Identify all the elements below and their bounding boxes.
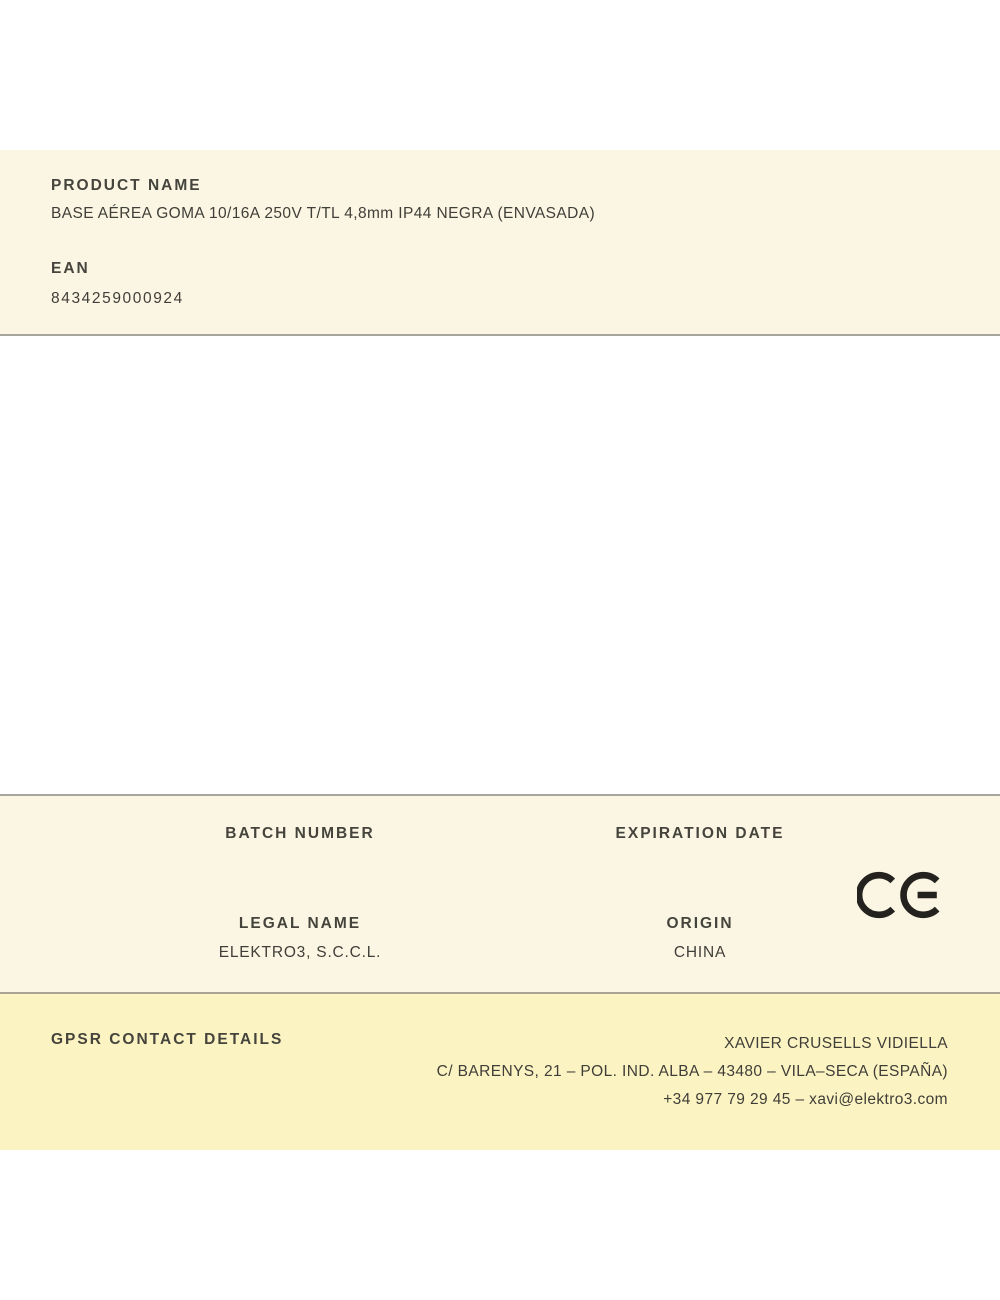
expiration-date-field [500,825,900,843]
origin-label: ORIGIN [666,915,734,932]
legal-name-value: ELEKTRO3, S.C.C.L. [218,944,382,961]
batch-origin-section [0,794,1000,992]
contact-phone-email: +34 977 79 29 45 – xavi@elektro3.com [663,1091,948,1108]
contact-address: C/ BARENYS, 21 – POL. IND. ALBA – 43480 – VILA–SECA (ESPAÑA) [436,1063,948,1080]
batch-number-label: BATCH NUMBER [225,825,375,842]
product-name-value: BASE AÉREA GOMA 10/16A 250V T/TL 4,8mm IP44 NEGRA (ENVASADA) [51,205,596,222]
gpsr-contact-section [0,992,1000,1150]
gpsr-contact-label: GPSR CONTACT DETAILS [51,1031,284,1048]
ean-label: EAN [51,260,90,277]
legal-name-label: LEGAL NAME [238,915,362,932]
product-info-section [0,150,1000,336]
contact-person: XAVIER CRUSELLS VIDIELLA [724,1035,948,1052]
batch-number-field [100,825,500,843]
product-image-area [0,338,1000,794]
gpsr-contact-lines [437,1030,948,1114]
expiration-date-label: EXPIRATION DATE [615,825,785,842]
origin-value: CHINA [673,944,727,961]
product-name-label: PRODUCT NAME [51,177,202,194]
ce-mark-icon [857,866,941,924]
legal-name-field [100,915,500,962]
origin-field [500,915,900,962]
ean-value: 8434259000924 [51,290,184,307]
